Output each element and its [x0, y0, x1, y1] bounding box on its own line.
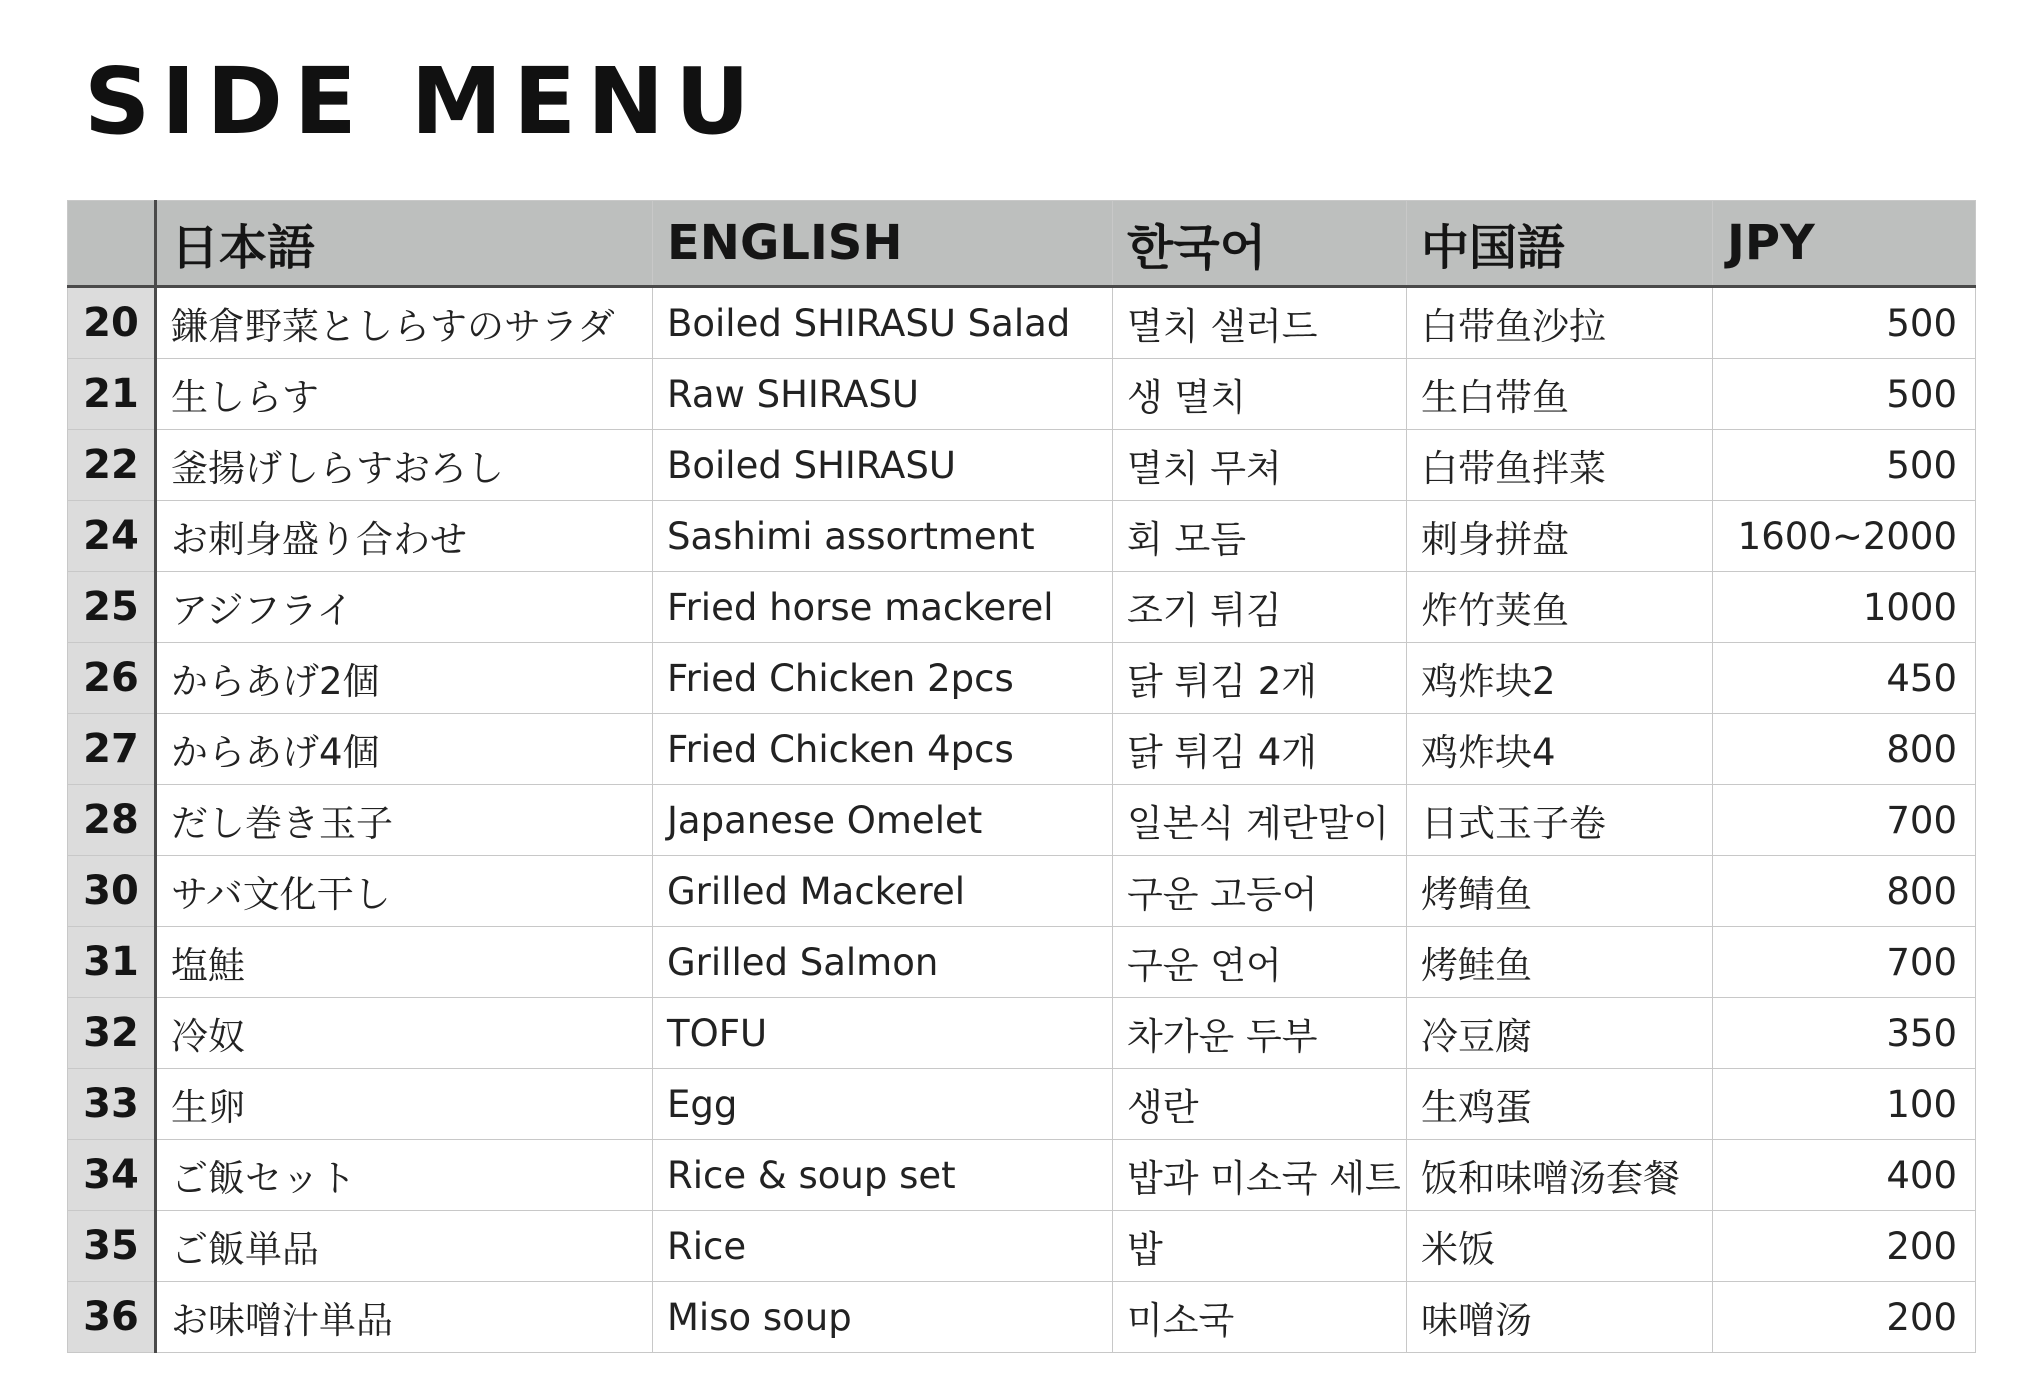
table-row	[68, 572, 1976, 643]
item-korean: 구운 고등어	[1113, 856, 1407, 927]
item-price: 200	[1713, 1211, 1976, 1282]
item-chinese: 烤鲭鱼	[1407, 856, 1713, 927]
item-chinese: 炸竹荚鱼	[1407, 572, 1713, 643]
item-english: Fried Chicken 2pcs	[653, 643, 1113, 714]
table-row	[68, 927, 1976, 998]
item-price: 350	[1713, 998, 1976, 1069]
table-row	[68, 501, 1976, 572]
item-chinese: 刺身拼盘	[1407, 501, 1713, 572]
item-price: 700	[1713, 785, 1976, 856]
item-price: 400	[1713, 1140, 1976, 1211]
item-english: TOFU	[653, 998, 1113, 1069]
item-english: Boiled SHIRASU	[653, 430, 1113, 501]
item-price: 1000	[1713, 572, 1976, 643]
item-english: Raw SHIRASU	[653, 359, 1113, 430]
table-body	[68, 287, 1976, 1353]
item-chinese: 味噌汤	[1407, 1282, 1713, 1353]
item-korean: 회 모듬	[1113, 501, 1407, 572]
item-english: Japanese Omelet	[653, 785, 1113, 856]
item-japanese: ご飯単品	[156, 1211, 653, 1282]
item-english: Rice	[653, 1211, 1113, 1282]
item-korean: 차가운 두부	[1113, 998, 1407, 1069]
item-japanese: お刺身盛り合わせ	[156, 501, 653, 572]
item-japanese: 冷奴	[156, 998, 653, 1069]
item-number: 35	[68, 1211, 156, 1282]
item-japanese: お味噌汁単品	[156, 1282, 653, 1353]
item-japanese: 釜揚げしらすおろし	[156, 430, 653, 501]
header-number	[68, 201, 156, 287]
item-korean: 밥	[1113, 1211, 1407, 1282]
item-price: 800	[1713, 714, 1976, 785]
table-row	[68, 785, 1976, 856]
item-korean: 닭 튀김 2개	[1113, 643, 1407, 714]
header-chinese: 中国語	[1407, 201, 1713, 287]
header-japanese: 日本語	[156, 201, 653, 287]
item-chinese: 烤鲑鱼	[1407, 927, 1713, 998]
item-number: 25	[68, 572, 156, 643]
item-chinese: 鸡炸块2	[1407, 643, 1713, 714]
item-korean: 조기 튀김	[1113, 572, 1407, 643]
item-chinese: 生白带鱼	[1407, 359, 1713, 430]
item-english: Grilled Salmon	[653, 927, 1113, 998]
table-row	[68, 856, 1976, 927]
item-price: 200	[1713, 1282, 1976, 1353]
item-korean: 밥과 미소국 세트	[1113, 1140, 1407, 1211]
item-korean: 일본식 계란말이	[1113, 785, 1407, 856]
table-row	[68, 998, 1976, 1069]
item-japanese: からあげ2個	[156, 643, 653, 714]
item-price: 500	[1713, 430, 1976, 501]
side-menu-table	[67, 200, 1976, 1353]
item-price: 500	[1713, 287, 1976, 359]
item-japanese: 生卵	[156, 1069, 653, 1140]
item-chinese: 日式玉子卷	[1407, 785, 1713, 856]
item-japanese: 生しらす	[156, 359, 653, 430]
item-korean: 미소국	[1113, 1282, 1407, 1353]
item-price: 700	[1713, 927, 1976, 998]
page-title: SIDE MENU	[84, 48, 761, 155]
table-row	[68, 287, 1976, 359]
item-chinese: 米饭	[1407, 1211, 1713, 1282]
item-price: 100	[1713, 1069, 1976, 1140]
item-english: Grilled Mackerel	[653, 856, 1113, 927]
item-price: 450	[1713, 643, 1976, 714]
item-japanese: アジフライ	[156, 572, 653, 643]
item-chinese: 生鸡蛋	[1407, 1069, 1713, 1140]
item-english: Fried horse mackerel	[653, 572, 1113, 643]
item-number: 21	[68, 359, 156, 430]
item-price: 1600~2000	[1713, 501, 1976, 572]
item-number: 30	[68, 856, 156, 927]
item-japanese: 塩鮭	[156, 927, 653, 998]
header-english: ENGLISH	[653, 201, 1113, 287]
table-row	[68, 430, 1976, 501]
item-number: 28	[68, 785, 156, 856]
item-price: 500	[1713, 359, 1976, 430]
item-korean: 멸치 무쳐	[1113, 430, 1407, 501]
table-row	[68, 643, 1976, 714]
item-korean: 생 멸치	[1113, 359, 1407, 430]
item-japanese: ご飯セット	[156, 1140, 653, 1211]
item-number: 33	[68, 1069, 156, 1140]
table-row	[68, 1282, 1976, 1353]
item-japanese: 鎌倉野菜としらすのサラダ	[156, 287, 653, 359]
item-number: 24	[68, 501, 156, 572]
item-korean: 생란	[1113, 1069, 1407, 1140]
item-number: 32	[68, 998, 156, 1069]
item-price: 800	[1713, 856, 1976, 927]
table-row	[68, 1140, 1976, 1211]
item-english: Fried Chicken 4pcs	[653, 714, 1113, 785]
item-korean: 구운 연어	[1113, 927, 1407, 998]
item-english: Rice & soup set	[653, 1140, 1113, 1211]
item-japanese: だし巻き玉子	[156, 785, 653, 856]
item-japanese: からあげ4個	[156, 714, 653, 785]
table-row	[68, 714, 1976, 785]
table-row	[68, 1069, 1976, 1140]
item-number: 27	[68, 714, 156, 785]
item-number: 31	[68, 927, 156, 998]
item-number: 22	[68, 430, 156, 501]
item-chinese: 白带鱼拌菜	[1407, 430, 1713, 501]
item-english: Sashimi assortment	[653, 501, 1113, 572]
item-chinese: 白带鱼沙拉	[1407, 287, 1713, 359]
item-japanese: サバ文化干し	[156, 856, 653, 927]
item-chinese: 冷豆腐	[1407, 998, 1713, 1069]
item-english: Miso soup	[653, 1282, 1113, 1353]
item-chinese: 饭和味噌汤套餐	[1407, 1140, 1713, 1211]
item-korean: 멸치 샐러드	[1113, 287, 1407, 359]
item-chinese: 鸡炸块4	[1407, 714, 1713, 785]
header-jpy: JPY	[1713, 201, 1976, 287]
item-english: Boiled SHIRASU Salad	[653, 287, 1113, 359]
item-number: 36	[68, 1282, 156, 1353]
header-korean: 한국어	[1113, 201, 1407, 287]
item-number: 20	[68, 287, 156, 359]
item-korean: 닭 튀김 4개	[1113, 714, 1407, 785]
item-number: 26	[68, 643, 156, 714]
table-header-row	[68, 201, 1976, 287]
table-row	[68, 1211, 1976, 1282]
table-row	[68, 359, 1976, 430]
item-english: Egg	[653, 1069, 1113, 1140]
item-number: 34	[68, 1140, 156, 1211]
